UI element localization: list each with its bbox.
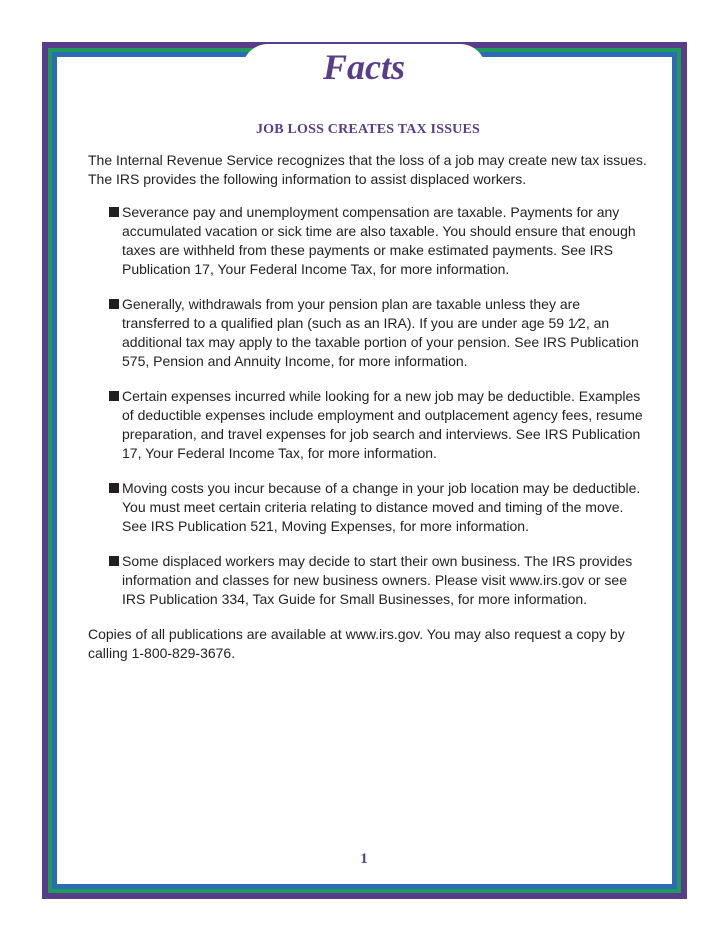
document-body bbox=[88, 120, 648, 663]
bullet-list bbox=[88, 203, 648, 609]
bullet-text: Severance pay and unemployment compensation are taxable. Payments for any accumulated vacation or sick time are also taxable. You should ensure that enough taxes are withheld from these payments or make estimated payments. See IRS Publication 17, Your Federal Income Tax, for more information. bbox=[122, 204, 636, 277]
list-item bbox=[88, 295, 648, 371]
list-item bbox=[88, 387, 648, 463]
title-tab bbox=[242, 44, 486, 92]
square-bullet-icon bbox=[109, 207, 119, 217]
page-number: 1 bbox=[360, 851, 368, 867]
list-item bbox=[88, 479, 648, 536]
square-bullet-icon bbox=[109, 391, 119, 401]
intro-paragraph: The Internal Revenue Service recognizes that the loss of a job may create new tax issues. The IRS provides the following information to assist displaced workers. bbox=[88, 152, 647, 187]
square-bullet-icon bbox=[109, 299, 119, 309]
bullet-text: Generally, withdrawals from your pension plan are taxable unless they are transferred to a qualified plan (such as an IRA). If you are under age 59 1⁄2, an additional tax may apply to the taxable portion of your pension. See IRS Publication 575, Pension and Annuity Income, for more information. bbox=[122, 296, 639, 369]
page-title: Facts bbox=[322, 47, 405, 87]
list-item bbox=[88, 552, 648, 609]
bullet-text: Some displaced workers may decide to start their own business. The IRS provides information and classes for new business owners. Please visit www.irs.gov or see IRS Publication 334, Tax Guide for Small Businesses, for more information. bbox=[122, 553, 633, 607]
section-heading: JOB LOSS CREATES TAX ISSUES bbox=[255, 122, 481, 137]
square-bullet-icon bbox=[109, 483, 119, 493]
bullet-text: Certain expenses incurred while looking for a new job may be deductible. Examples of deductible expenses include employment and outplacement agency fees, resume preparation, and travel expenses for job search and interviews. See IRS Publication 17, Your Federal Income Tax, for more information. bbox=[122, 388, 643, 461]
closing-paragraph: Copies of all publications are available at www.irs.gov. You may also request a copy by calling 1-800-829-3676. bbox=[88, 626, 625, 661]
square-bullet-icon bbox=[109, 556, 119, 566]
bullet-text: Moving costs you incur because of a change in your job location may be deductible. You must meet certain criteria relating to distance moved and timing of the move. See IRS Publication 521, Moving Expenses, for more information. bbox=[122, 480, 641, 534]
list-item bbox=[88, 203, 648, 279]
